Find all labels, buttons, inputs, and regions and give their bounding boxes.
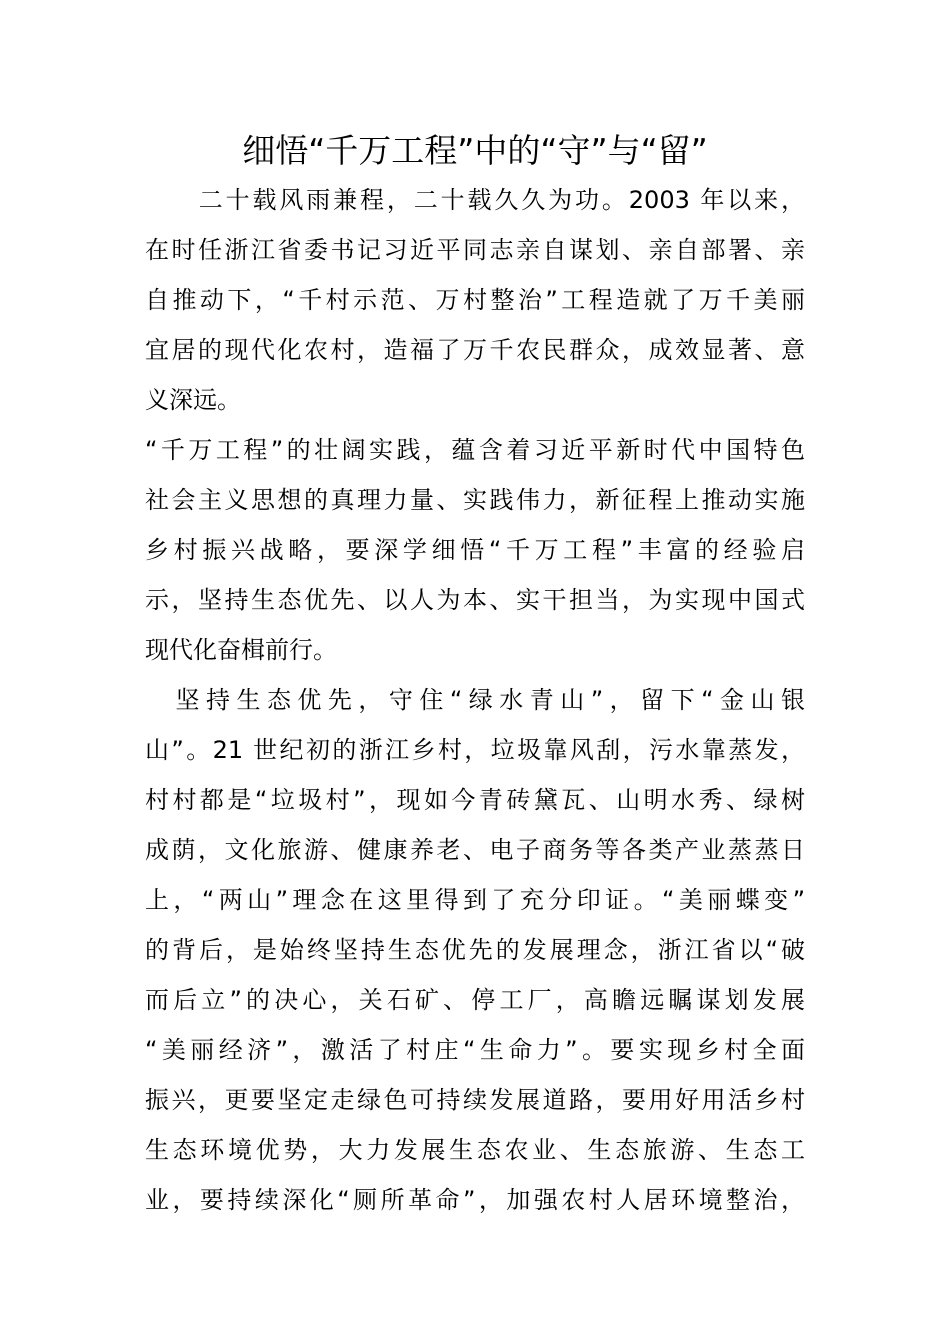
paragraph-line: 而后立”的决心，关石矿、停工厂，高瞻远瞩谋划发展 bbox=[145, 986, 805, 1014]
paragraph-line: 宜居的现代化农村，造福了万千农民群众，成效显著、意 bbox=[145, 336, 805, 364]
paragraph-line: “千万工程”的壮阔实践，蕴含着习近平新时代中国特色 bbox=[145, 436, 805, 464]
paragraph-line: “美丽经济”，激活了村庄“生命力”。要实现乡村全面 bbox=[145, 1036, 805, 1064]
paragraph-line: 自推动下，“千村示范、万村整治”工程造就了万千美丽 bbox=[145, 286, 805, 314]
paragraph-line: 成荫，文化旅游、健康养老、电子商务等各类产业蒸蒸日 bbox=[145, 836, 805, 864]
paragraph-line: 村村都是“垃圾村”，现如今青砖黛瓦、山明水秀、绿树 bbox=[145, 786, 805, 814]
paragraph-line: 社会主义思想的真理力量、实践伟力，新征程上推动实施 bbox=[145, 486, 805, 514]
document-title: 细悟“千万工程”中的“守”与“留” bbox=[242, 131, 708, 170]
paragraph-line: 现代化奋楫前行。 bbox=[145, 636, 337, 664]
paragraph-line: 振兴，更要坚定走绿色可持续发展道路，要用好用活乡村 bbox=[145, 1086, 805, 1114]
paragraph-line: 乡村振兴战略，要深学细悟“千万工程”丰富的经验启 bbox=[145, 536, 805, 564]
paragraph-line: 山”。21 世纪初的浙江乡村，垃圾靠风刮，污水靠蒸发， bbox=[145, 736, 805, 764]
paragraph-line: 上，“两山”理念在这里得到了充分印证。“美丽蝶变” bbox=[145, 886, 805, 914]
paragraph-line: 二十载风雨兼程，二十载久久为功。2003 年以来， bbox=[145, 186, 805, 214]
paragraph-line: 坚持生态优先，守住“绿水青山”，留下“金山银 bbox=[145, 686, 805, 714]
paragraph-line: 义深远。 bbox=[145, 386, 241, 414]
paragraph-line: 业，要持续深化“厕所革命”，加强农村人居环境整治， bbox=[145, 1186, 805, 1214]
paragraph-line: 生态环境优势，大力发展生态农业、生态旅游、生态工 bbox=[145, 1136, 805, 1164]
paragraph-line: 的背后，是始终坚持生态优先的发展理念，浙江省以“破 bbox=[145, 936, 805, 964]
paragraph-line: 在时任浙江省委书记习近平同志亲自谋划、亲自部署、亲 bbox=[145, 236, 805, 264]
paragraph-line: 示，坚持生态优先、以人为本、实干担当，为实现中国式 bbox=[145, 586, 805, 614]
